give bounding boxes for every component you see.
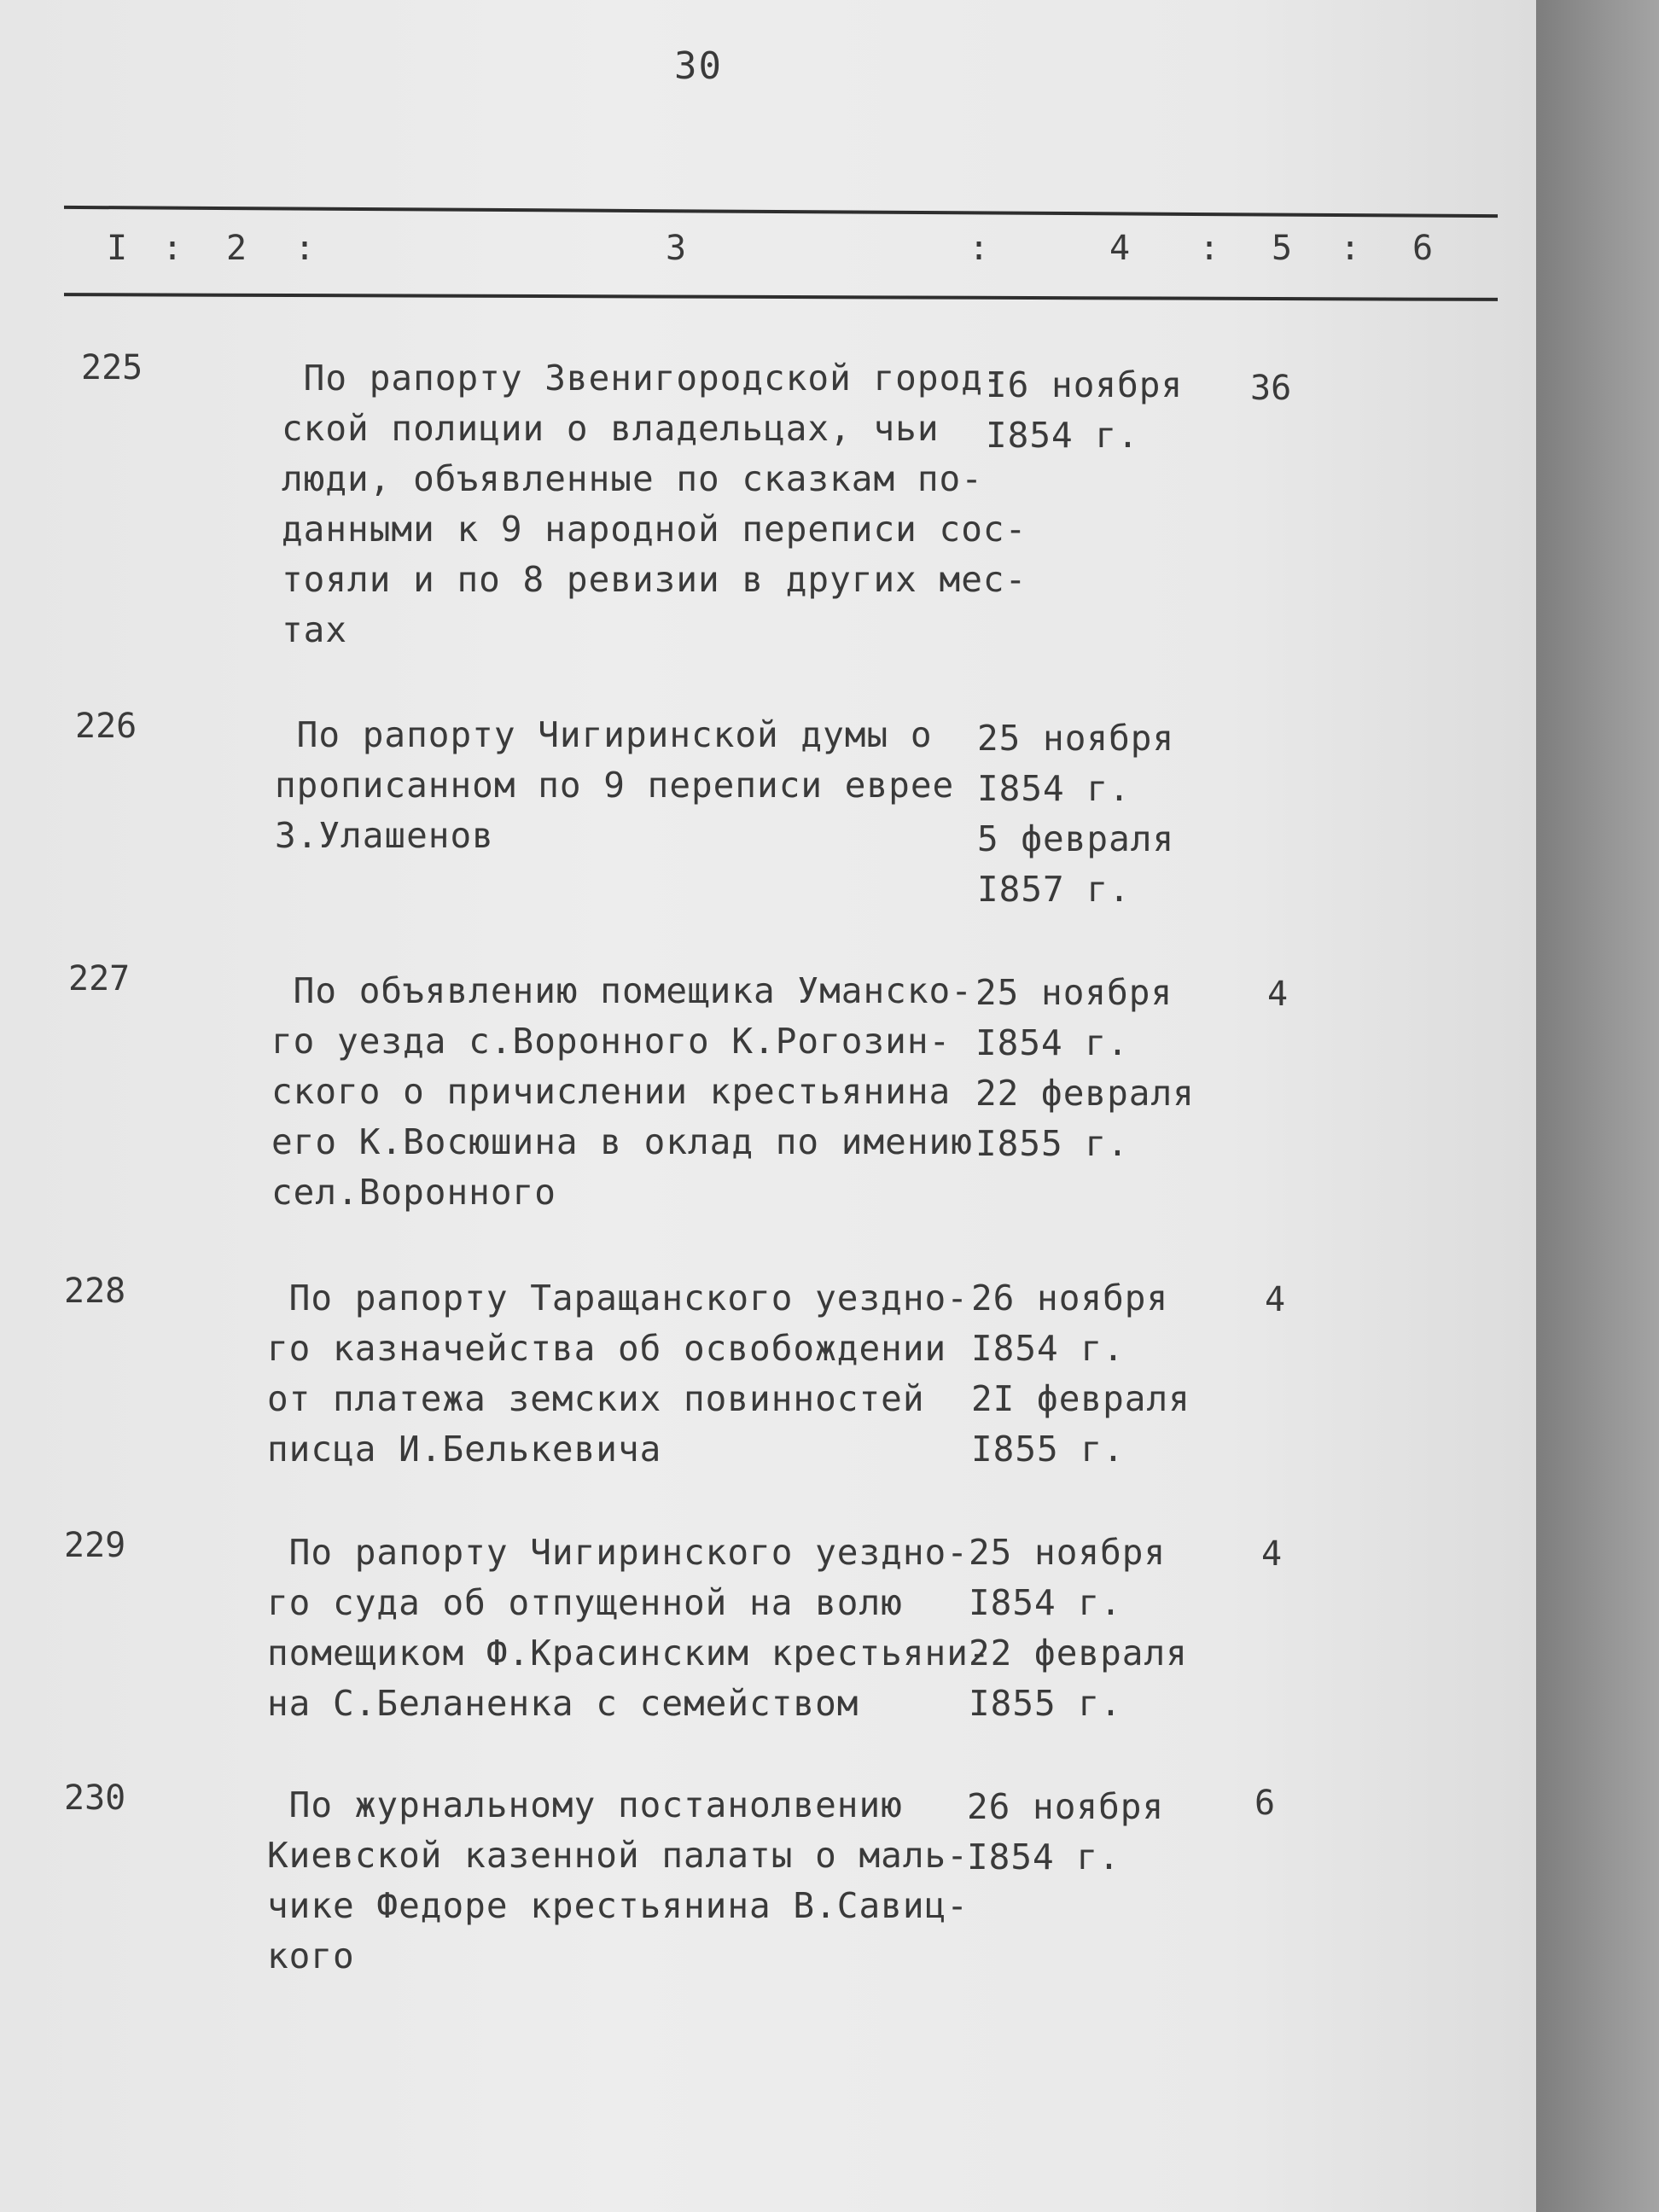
description-line: По рапорту Чигиринского уездно-: [267, 1532, 969, 1573]
date-line: 2I февраля: [971, 1378, 1190, 1419]
date-line: 25 ноября: [977, 718, 1175, 759]
entry-number: 225: [81, 348, 143, 387]
description-line: ского о причислении крестьянина: [271, 1071, 952, 1112]
description-line: сел.Воронного: [271, 1172, 556, 1213]
date-line: I6 ноября: [986, 364, 1184, 405]
header-col-6: 6: [1412, 229, 1434, 268]
date-line: I854 г.: [975, 1022, 1129, 1063]
description-line: го уезда с.Воронного К.Рогозин-: [271, 1021, 952, 1062]
description-line: го казначейства об освобождении: [267, 1328, 947, 1369]
header-col-2: 2: [226, 229, 247, 268]
entry-sheets: 36: [1250, 369, 1292, 408]
description-line: По рапорту Таращанского уездно-: [267, 1278, 969, 1318]
entry-number: 229: [64, 1526, 126, 1565]
description-line: от платежа земских повинностей: [267, 1378, 925, 1419]
description-line: его К.Восюшина в оклад по имению: [271, 1121, 973, 1162]
entry-description: [267, 1528, 1001, 1729]
date-line: 26 ноября: [971, 1278, 1169, 1318]
description-line: Киевской казенной палаты о маль-: [267, 1835, 969, 1876]
date-line: I854 г.: [977, 768, 1131, 809]
description-line: тояли и по 8 ревизии в других мес-: [282, 559, 1027, 600]
entry-sheets: 4: [1261, 1534, 1283, 1574]
entry-number: 226: [75, 707, 137, 746]
entry-date: [975, 968, 1195, 1169]
entry-date: [977, 713, 1174, 915]
entry-sheets: 4: [1265, 1280, 1286, 1319]
description-line: По журнальному постанолвению: [267, 1784, 903, 1825]
date-line: 5 февраля: [977, 818, 1175, 859]
entry-description: [267, 1780, 1001, 1982]
date-line: I855 г.: [971, 1429, 1125, 1470]
header-sep-2: :: [294, 229, 316, 268]
date-line: I857 г.: [977, 869, 1131, 910]
description-line: люди, объявленные по сказкам по-: [282, 458, 983, 499]
entry-description: [271, 966, 1005, 1218]
header-sep-3: :: [969, 229, 990, 268]
header-col-1: I: [107, 229, 128, 268]
entry-number: 230: [64, 1778, 126, 1818]
date-line: 22 февраля: [969, 1633, 1188, 1674]
description-line: тах: [282, 609, 348, 650]
date-line: 25 ноября: [975, 972, 1173, 1013]
header-sep-1: :: [162, 229, 183, 268]
header-col-4: 4: [1109, 229, 1131, 268]
entry-number: 227: [68, 959, 131, 998]
entry-date: [967, 1782, 1164, 1883]
date-line: 26 ноября: [967, 1786, 1165, 1827]
table-header-bottom-rule: [64, 293, 1498, 301]
description-line: По рапорту Чигиринской думы о: [275, 714, 933, 755]
description-line: чике Федоре крестьянина В.Савиц-: [267, 1885, 969, 1926]
description-line: помещиком Ф.Красинским крестьяни-: [267, 1633, 991, 1674]
entry-description: [282, 353, 1027, 655]
entry-description: [275, 710, 1009, 861]
entry-sheets: 6: [1254, 1784, 1276, 1823]
date-line: I854 г.: [969, 1582, 1122, 1623]
description-line: По рапорту Звенигородской город-: [282, 358, 1005, 399]
header-sep-4: :: [1199, 229, 1220, 268]
description-line: По объявлению помещика Уманско-: [271, 970, 973, 1011]
header-col-3: 3: [666, 229, 687, 268]
date-line: 25 ноября: [969, 1532, 1167, 1573]
table-header-top-rule: [64, 206, 1498, 218]
description-line: на С.Беланенка с семейством: [267, 1683, 859, 1724]
entry-date: [986, 360, 1183, 461]
date-line: 22 февраля: [975, 1073, 1195, 1114]
description-line: писца И.Белькевича: [267, 1429, 662, 1470]
entry-date: [971, 1273, 1190, 1475]
entry-description: [267, 1273, 1001, 1475]
date-line: I854 г.: [971, 1328, 1125, 1369]
date-line: I855 г.: [975, 1123, 1129, 1164]
description-line: З.Улашенов: [275, 815, 494, 856]
description-line: прописанном по 9 переписи еврее: [275, 765, 955, 806]
entry-sheets: 4: [1267, 975, 1289, 1014]
page-number: 30: [674, 44, 723, 88]
date-line: I854 г.: [986, 415, 1139, 456]
entry-date: [969, 1528, 1188, 1729]
entry-number: 228: [64, 1272, 126, 1311]
description-line: го суда об отпущенной на волю: [267, 1582, 903, 1623]
header-col-5: 5: [1272, 229, 1293, 268]
date-line: I855 г.: [969, 1683, 1122, 1724]
description-line: данными к 9 народной переписи сос-: [282, 509, 1027, 550]
description-line: ской полиции о владельцах, чьи: [282, 408, 940, 449]
description-line: кого: [267, 1936, 355, 1976]
background-edge: [1536, 0, 1659, 2212]
header-sep-5: :: [1340, 229, 1361, 268]
date-line: I854 г.: [967, 1837, 1121, 1877]
